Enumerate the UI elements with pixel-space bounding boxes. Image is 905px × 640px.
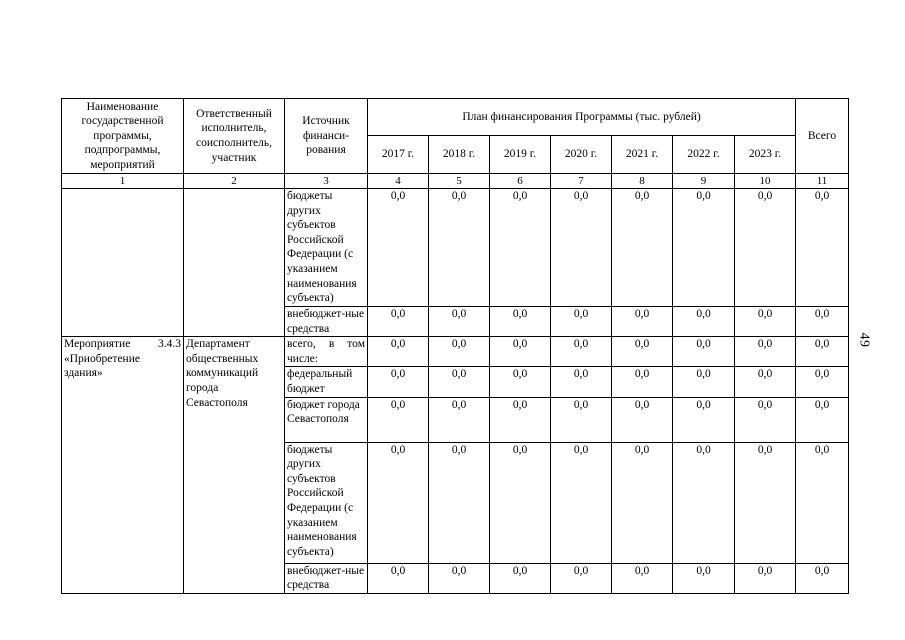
total-value-cell: 0,0 bbox=[796, 189, 849, 307]
measure-name-cell: Мероприятие 3.4.3 «Приобретение здания» bbox=[62, 337, 184, 594]
year-value-cell: 0,0 bbox=[673, 442, 735, 563]
year-value-cell: 0,0 bbox=[429, 563, 490, 593]
year-value-cell: 0,0 bbox=[490, 367, 551, 397]
year-value-cell: 0,0 bbox=[735, 307, 796, 337]
header-program-name: Наименование государственной программы, подпрограммы, мероприятий bbox=[62, 99, 184, 174]
column-number: 8 bbox=[612, 174, 673, 189]
year-value-cell: 0,0 bbox=[368, 563, 429, 593]
header-year: 2018 г. bbox=[429, 136, 490, 174]
year-value-cell: 0,0 bbox=[551, 189, 612, 307]
page-number: 49 bbox=[856, 332, 872, 348]
year-value-cell: 0,0 bbox=[490, 307, 551, 337]
header-year: 2017 г. bbox=[368, 136, 429, 174]
header-responsible: Ответственный исполнитель, соисполнитель, участник bbox=[184, 99, 285, 174]
year-value-cell: 0,0 bbox=[490, 189, 551, 307]
year-value-cell: 0,0 bbox=[368, 397, 429, 442]
year-value-cell: 0,0 bbox=[612, 337, 673, 367]
column-number: 7 bbox=[551, 174, 612, 189]
funding-source-cell: внебюджет-ные средства bbox=[285, 307, 368, 337]
year-value-cell: 0,0 bbox=[673, 563, 735, 593]
funding-source-cell: бюджеты других субъектов Российской Федерации (с указанием наименования субъекта) bbox=[285, 442, 368, 563]
table-header bbox=[62, 99, 849, 189]
year-value-cell: 0,0 bbox=[735, 367, 796, 397]
total-value-cell: 0,0 bbox=[796, 307, 849, 337]
column-number: 9 bbox=[673, 174, 735, 189]
year-value-cell: 0,0 bbox=[551, 397, 612, 442]
year-value-cell: 0,0 bbox=[673, 307, 735, 337]
year-value-cell: 0,0 bbox=[551, 307, 612, 337]
funding-source-cell: федеральный бюджет bbox=[285, 367, 368, 397]
total-value-cell: 0,0 bbox=[796, 442, 849, 563]
empty-responsible-cell bbox=[184, 189, 285, 337]
year-value-cell: 0,0 bbox=[551, 337, 612, 367]
year-value-cell: 0,0 bbox=[551, 563, 612, 593]
year-value-cell: 0,0 bbox=[735, 189, 796, 307]
year-value-cell: 0,0 bbox=[673, 337, 735, 367]
year-value-cell: 0,0 bbox=[429, 189, 490, 307]
year-value-cell: 0,0 bbox=[490, 563, 551, 593]
year-value-cell: 0,0 bbox=[612, 397, 673, 442]
year-value-cell: 0,0 bbox=[612, 307, 673, 337]
column-number: 3 bbox=[285, 174, 368, 189]
year-value-cell: 0,0 bbox=[551, 367, 612, 397]
year-value-cell: 0,0 bbox=[612, 367, 673, 397]
year-value-cell: 0,0 bbox=[368, 189, 429, 307]
year-value-cell: 0,0 bbox=[673, 397, 735, 442]
table-row bbox=[62, 337, 849, 367]
year-value-cell: 0,0 bbox=[490, 397, 551, 442]
header-year: 2021 г. bbox=[612, 136, 673, 174]
year-value-cell: 0,0 bbox=[490, 442, 551, 563]
year-value-cell: 0,0 bbox=[612, 442, 673, 563]
year-value-cell: 0,0 bbox=[673, 367, 735, 397]
column-number: 10 bbox=[735, 174, 796, 189]
year-value-cell: 0,0 bbox=[429, 397, 490, 442]
header-total: Всего bbox=[796, 99, 849, 174]
year-value-cell: 0,0 bbox=[735, 397, 796, 442]
table-row bbox=[62, 189, 849, 307]
year-value-cell: 0,0 bbox=[368, 442, 429, 563]
year-value-cell: 0,0 bbox=[368, 307, 429, 337]
column-number: 1 bbox=[62, 174, 184, 189]
year-value-cell: 0,0 bbox=[368, 337, 429, 367]
year-value-cell: 0,0 bbox=[551, 442, 612, 563]
responsible-cell: Департамент общественных коммуникаций города Севастополя bbox=[184, 337, 285, 594]
column-number: 5 bbox=[429, 174, 490, 189]
header-financing-plan: План финансирования Программы (тыс. рублей) bbox=[368, 99, 796, 136]
funding-source-cell: бюджет города Севастополя bbox=[285, 397, 368, 442]
year-value-cell: 0,0 bbox=[429, 337, 490, 367]
total-value-cell: 0,0 bbox=[796, 563, 849, 593]
column-number: 4 bbox=[368, 174, 429, 189]
year-value-cell: 0,0 bbox=[368, 367, 429, 397]
year-value-cell: 0,0 bbox=[735, 442, 796, 563]
header-year: 2020 г. bbox=[551, 136, 612, 174]
column-numbers-row bbox=[62, 174, 849, 189]
header-year: 2022 г. bbox=[673, 136, 735, 174]
year-value-cell: 0,0 bbox=[429, 307, 490, 337]
year-value-cell: 0,0 bbox=[429, 442, 490, 563]
header-funding-source: Источник финанси-рования bbox=[285, 99, 368, 174]
financing-table bbox=[61, 98, 849, 594]
funding-source-cell: бюджеты других субъектов Российской Федерации (с указанием наименования субъекта) bbox=[285, 189, 368, 307]
column-number: 6 bbox=[490, 174, 551, 189]
column-number: 11 bbox=[796, 174, 849, 189]
header-year: 2019 г. bbox=[490, 136, 551, 174]
year-value-cell: 0,0 bbox=[735, 563, 796, 593]
header-year: 2023 г. bbox=[735, 136, 796, 174]
funding-source-cell: внебюджет-ные средства bbox=[285, 563, 368, 593]
funding-source-cell: всего, в том числе: bbox=[285, 337, 368, 367]
empty-name-cell bbox=[62, 189, 184, 337]
total-value-cell: 0,0 bbox=[796, 367, 849, 397]
total-value-cell: 0,0 bbox=[796, 337, 849, 367]
year-value-cell: 0,0 bbox=[429, 367, 490, 397]
year-value-cell: 0,0 bbox=[490, 337, 551, 367]
year-value-cell: 0,0 bbox=[612, 189, 673, 307]
column-number: 2 bbox=[184, 174, 285, 189]
year-value-cell: 0,0 bbox=[673, 189, 735, 307]
year-value-cell: 0,0 bbox=[612, 563, 673, 593]
year-value-cell: 0,0 bbox=[735, 337, 796, 367]
total-value-cell: 0,0 bbox=[796, 397, 849, 442]
